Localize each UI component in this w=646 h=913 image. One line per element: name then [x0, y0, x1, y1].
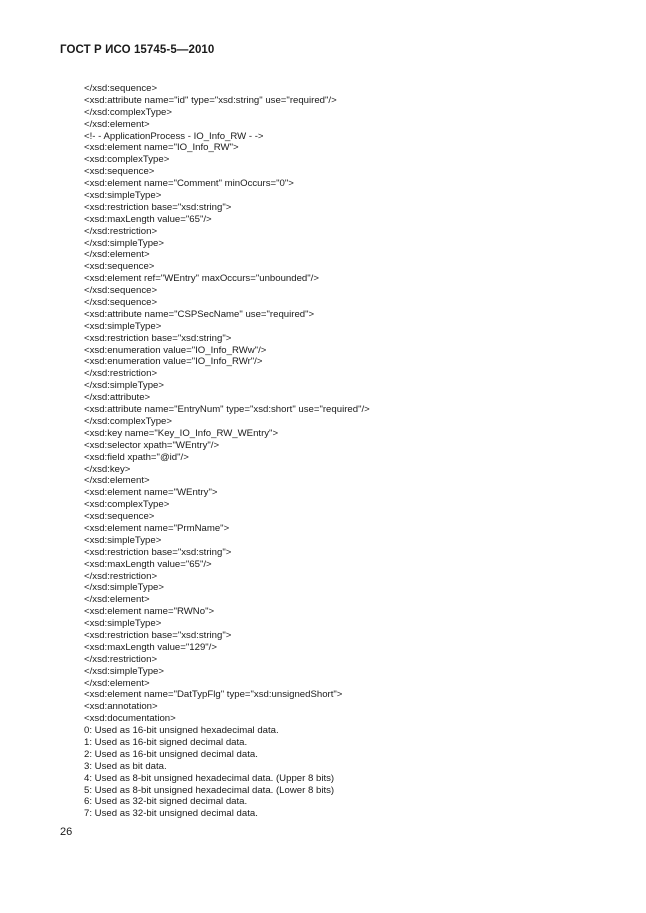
code-line: <xsd:element name="DatTypFlg" type="xsd:unsignedShort">: [84, 689, 343, 701]
code-line: <xsd:annotation>: [84, 701, 158, 713]
code-line: <xsd:element name="Comment" minOccurs="0">: [84, 178, 294, 190]
code-line: </xsd:simpleType>: [84, 582, 164, 594]
code-line: <xsd:complexType>: [84, 154, 170, 166]
code-line: <xsd:element name="RWNo">: [84, 606, 215, 618]
code-line: </xsd:complexType>: [84, 106, 172, 118]
code-line: </xsd:restriction>: [84, 225, 158, 237]
code-line: <xsd:selector xpath="WEntry"/>: [84, 439, 220, 451]
code-line: </xsd:simpleType>: [84, 665, 164, 677]
code-line: <xsd:key name="Key_IO_Info_RW_WEntry">: [84, 427, 279, 439]
code-line: <xsd:restriction base="xsd:string">: [84, 629, 232, 641]
code-line: </xsd:restriction>: [84, 653, 158, 665]
code-line: </xsd:restriction>: [84, 368, 158, 380]
page-number: 26: [60, 826, 73, 838]
code-line: <xsd:attribute name="id" type="xsd:string" use="required"/>: [84, 94, 337, 106]
xsd-code-listing: [84, 83, 604, 820]
code-line: <xsd:field xpath="@id"/>: [84, 451, 189, 463]
code-line: <xsd:sequence>: [84, 166, 155, 178]
code-line: <xsd:attribute name="EntryNum" type="xsd:short" use="required"/>: [84, 404, 370, 416]
code-line: 2: Used as 16-bit unsigned decimal data.: [84, 748, 258, 760]
code-line: </xsd:element>: [84, 249, 150, 261]
code-line: 0: Used as 16-bit unsigned hexadecimal data.: [84, 725, 279, 737]
code-line: <xsd:restriction base="xsd:string">: [84, 332, 232, 344]
code-line: 4: Used as 8-bit unsigned hexadecimal data. (Upper 8 bits): [84, 772, 335, 784]
code-line: <xsd:element name="IO_Info_RW">: [84, 142, 239, 154]
code-line: <xsd:maxLength value="129"/>: [84, 641, 217, 653]
code-line: </xsd:key>: [84, 463, 131, 475]
code-line: <xsd:sequence>: [84, 511, 155, 523]
code-line: </xsd:sequence>: [84, 83, 158, 94]
code-line: </xsd:restriction>: [84, 570, 158, 582]
code-line: </xsd:attribute>: [84, 392, 151, 404]
code-line: <xsd:simpleType>: [84, 618, 162, 630]
code-line: <xsd:simpleType>: [84, 190, 162, 202]
code-line: <xsd:attribute name="CSPSecName" use="required">: [84, 308, 315, 320]
code-line: </xsd:element>: [84, 677, 150, 689]
code-line: </xsd:element>: [84, 475, 150, 487]
code-line: </xsd:element>: [84, 594, 150, 606]
page-header-standard-id: ГОСТ Р ИСО 15745-5—2010: [60, 44, 215, 56]
code-line: <xsd:element name="PrmName">: [84, 522, 230, 534]
code-line: 3: Used as bit data.: [84, 760, 167, 772]
code-line: </xsd:complexType>: [84, 415, 172, 427]
code-line: <xsd:documentation>: [84, 713, 176, 725]
code-line: 6: Used as 32-bit signed decimal data.: [84, 796, 248, 808]
code-line: <xsd:simpleType>: [84, 320, 162, 332]
code-line: <xsd:element name="WEntry">: [84, 487, 218, 499]
code-line: <xsd:complexType>: [84, 499, 170, 511]
code-line: <xsd:sequence>: [84, 261, 155, 273]
code-line: </xsd:element>: [84, 118, 150, 130]
code-line: </xsd:sequence>: [84, 297, 158, 309]
code-line: <xsd:simpleType>: [84, 534, 162, 546]
code-line: 5: Used as 8-bit unsigned hexadecimal data. (Lower 8 bits): [84, 784, 335, 796]
code-line: </xsd:simpleType>: [84, 380, 164, 392]
code-line: 7: Used as 32-bit unsigned decimal data.: [84, 808, 258, 820]
code-line: <xsd:restriction base="xsd:string">: [84, 546, 232, 558]
code-line: <xsd:enumeration value="IO_Info_RWr"/>: [84, 356, 263, 368]
code-line: </xsd:simpleType>: [84, 237, 164, 249]
code-line: <xsd:maxLength value="65"/>: [84, 213, 212, 225]
code-line: <!- - ApplicationProcess - IO_Info_RW - ->: [84, 130, 264, 142]
code-line: <xsd:enumeration value="IO_Info_RWw"/>: [84, 344, 267, 356]
code-line: <xsd:restriction base="xsd:string">: [84, 201, 232, 213]
code-line: <xsd:maxLength value="65"/>: [84, 558, 212, 570]
code-line: </xsd:sequence>: [84, 285, 158, 297]
code-line: <xsd:element ref="WEntry" maxOccurs="unbounded"/>: [84, 273, 319, 285]
code-line: 1: Used as 16-bit signed decimal data.: [84, 736, 248, 748]
